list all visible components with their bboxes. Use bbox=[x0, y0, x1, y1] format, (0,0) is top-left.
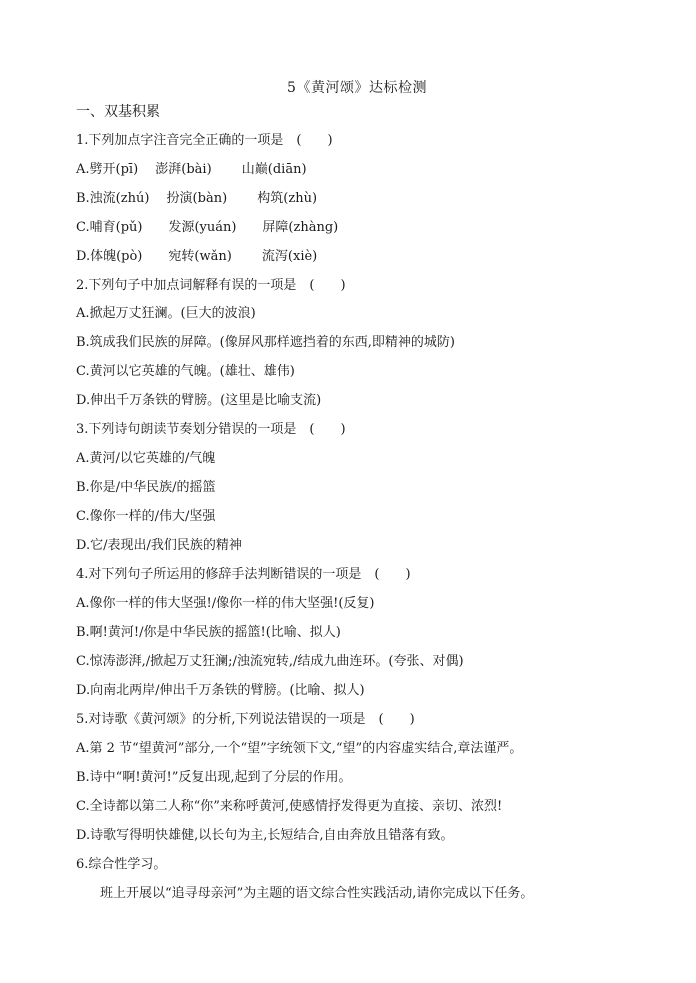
question-3-option-d: D.它/表现出/我们民族的精神 bbox=[76, 538, 242, 553]
document-title: 5《黄河颂》达标检测 bbox=[287, 80, 427, 96]
question-2-option-d: D.伸出千万条铁的臂膀。(这里是比喻支流) bbox=[76, 393, 322, 408]
question-2-option-a: A.掀起万丈狂澜。(巨大的波浪) bbox=[76, 306, 256, 321]
question-4-option-a: A.像你一样的伟大坚强!/像你一样的伟大坚强!(反复) bbox=[76, 596, 375, 611]
question-6-stem: 6.综合性学习。 bbox=[76, 857, 167, 872]
question-4-option-d: D.向南北两岸/伸出千万条铁的臂膀。(比喻、拟人) bbox=[76, 683, 365, 698]
question-3-stem: 3.下列诗句朗读节奏划分错误的一项是 ( ) bbox=[76, 422, 346, 437]
question-5-option-d: D.诗歌写得明快雄健,以长句为主,长短结合,自由奔放且错落有致。 bbox=[76, 828, 454, 843]
question-5-option-a: A.第 2 节“望黄河”部分,一个“望”字统领下文,“望”的内容虚实结合,章法谨严。 bbox=[76, 741, 523, 756]
question-5-option-c: C.全诗都以第二人称“你”来称呼黄河,使感情抒发得更为直接、亲切、浓烈! bbox=[76, 799, 503, 814]
question-2-option-c: C.黄河以它英雄的气魄。(雄壮、雄伟) bbox=[76, 364, 295, 379]
question-5-stem: 5.对诗歌《黄河颂》的分析,下列说法错误的一项是 ( ) bbox=[76, 712, 415, 727]
question-2-option-b: B.筑成我们民族的屏障。(像屏风那样遮挡着的东西,即精神的城防) bbox=[76, 335, 455, 350]
question-4-option-b: B.啊!黄河!/你是中华民族的摇篮!(比喻、拟人) bbox=[76, 625, 341, 640]
question-1-option-c: C.哺育(pǔ) 发源(yuán) 屏障(zhàng) bbox=[76, 220, 339, 235]
question-1-option-a: A.劈开(pī) 澎湃(bài) 山巅(diān) bbox=[76, 162, 307, 177]
question-1-option-b: B.浊流(zhú) 扮演(bàn) 构筑(zhù) bbox=[76, 191, 318, 206]
question-3-option-c: C.像你一样的/伟大/坚强 bbox=[76, 509, 216, 524]
question-1-stem: 1.下列加点字注音完全正确的一项是 ( ) bbox=[76, 133, 333, 148]
question-5-option-b: B.诗中“啊!黄河!”反复出现,起到了分层的作用。 bbox=[76, 770, 352, 785]
question-2-stem: 2.下列句子中加点词解释有误的一项是 ( ) bbox=[76, 278, 346, 293]
section-heading-basics: 一、双基积累 bbox=[76, 104, 160, 120]
question-1-option-d: D.体魄(pò) 宛转(wǎn) 流泻(xiè) bbox=[76, 249, 318, 264]
question-4-stem: 4.对下列句子所运用的修辞手法判断错误的一项是 ( ) bbox=[76, 567, 411, 582]
question-6-intro: 班上开展以“追寻母亲河”为主题的语文综合性实践活动,请你完成以下任务。 bbox=[100, 886, 534, 901]
question-3-option-a: A.黄河/以它英雄的/气魄 bbox=[76, 451, 216, 466]
question-3-option-b: B.你是/中华民族/的摇篮 bbox=[76, 480, 216, 495]
question-4-option-c: C.惊涛澎湃,/掀起万丈狂澜;/浊流宛转,/结成九曲连环。(夸张、对偶) bbox=[76, 654, 464, 669]
